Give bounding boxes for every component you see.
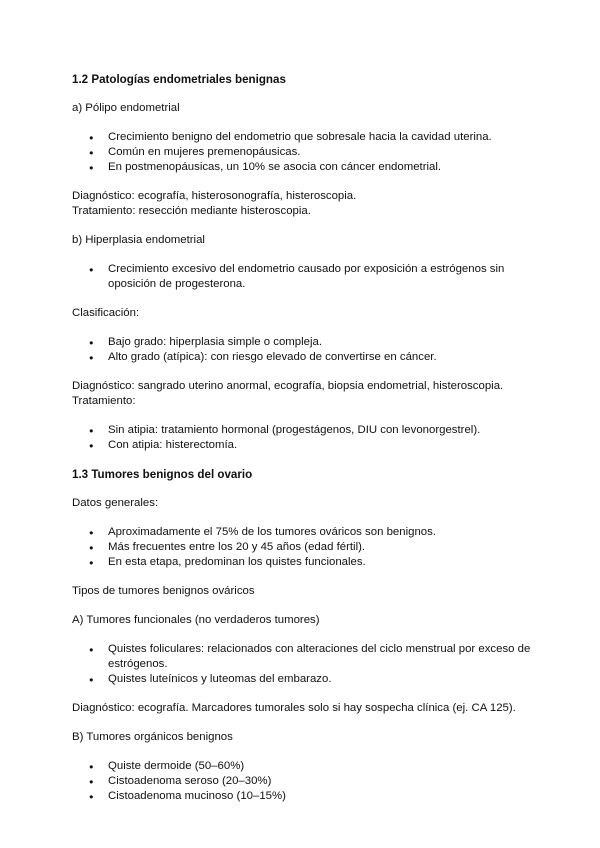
subheading-clasificacion: Clasificación: bbox=[72, 307, 140, 319]
subheading-tumores-funcionales: A) Tumores funcionales (no verdaderos tumores) bbox=[72, 614, 320, 626]
list-item: ● Crecimiento excesivo del endometrio causado por exposición a estrógenos sin oposición de progesterona. bbox=[72, 262, 532, 292]
subheading-polipo: a) Pólipo endometrial bbox=[72, 102, 180, 114]
list-datos-generales bbox=[72, 525, 532, 570]
list-tumores-funcionales bbox=[72, 642, 532, 687]
subheading-tumores-organicos: B) Tumores orgánicos benignos bbox=[72, 731, 233, 743]
list-item: ● Sin atipia: tratamiento hormonal (progestágenos, DIU con levonorgestrel). bbox=[72, 423, 532, 438]
list-item: ● Crecimiento benigno del endometrio que sobresale hacia la cavidad uterina. bbox=[72, 130, 532, 145]
list-item: ● Bajo grado: hiperplasia simple o compleja. bbox=[72, 335, 532, 350]
paragraph-diagnostico-hiperplasia: Diagnóstico: sangrado uterino anormal, ecografía, biopsia endometrial, histeroscopia. bbox=[72, 380, 504, 392]
list-item: ● Más frecuentes entre los 20 y 45 años (edad fértil). bbox=[72, 540, 532, 555]
paragraph-diagnostico-polipo: Diagnóstico: ecografía, histerosonografía, histeroscopia. bbox=[72, 190, 357, 202]
list-item: ● En esta etapa, predominan los quistes funcionales. bbox=[72, 555, 532, 570]
list-hiperplasia bbox=[72, 262, 532, 292]
paragraph-tratamiento-hiperplasia: Tratamiento: bbox=[72, 395, 136, 407]
list-item: ● Quistes foliculares: relacionados con alteraciones del ciclo menstrual por exceso de estrógenos. bbox=[72, 642, 532, 672]
section-heading-1-3: 1.3 Tumores benignos del ovario bbox=[72, 468, 253, 481]
subheading-datos-generales: Datos generales: bbox=[72, 497, 159, 509]
list-item: ● Aproximadamente el 75% de los tumores ováricos son benignos. bbox=[72, 525, 532, 540]
list-item: ● Con atipia: histerectomía. bbox=[72, 438, 532, 453]
list-item: ● Cistoadenoma seroso (20–30%) bbox=[72, 774, 532, 789]
list-item: ● Cistoadenoma mucinoso (10–15%) bbox=[72, 789, 532, 804]
list-tumores-organicos bbox=[72, 759, 532, 804]
paragraph-diagnostico-ovario: Diagnóstico: ecografía. Marcadores tumorales solo si hay sospecha clínica (ej. CA 125). bbox=[72, 702, 516, 714]
list-item: ● Quiste dermoide (50–60%) bbox=[72, 759, 532, 774]
section-heading-1-2: 1.2 Patologías endometriales benignas bbox=[72, 73, 286, 86]
subheading-tipos: Tipos de tumores benignos ováricos bbox=[72, 585, 255, 597]
subheading-hiperplasia: b) Hiperplasia endometrial bbox=[72, 234, 205, 246]
document-content bbox=[72, 72, 532, 804]
list-item: ● En postmenopáusicas, un 10% se asocia con cáncer endometrial. bbox=[72, 160, 532, 175]
list-item: ● Quistes luteínicos y luteomas del embarazo. bbox=[72, 672, 532, 687]
list-polipo bbox=[72, 130, 532, 175]
paragraph-tratamiento-polipo: Tratamiento: resección mediante histeroscopia. bbox=[72, 205, 311, 217]
list-clasificacion bbox=[72, 335, 532, 365]
list-tratamiento bbox=[72, 423, 532, 453]
list-item: ● Común en mujeres premenopáusicas. bbox=[72, 145, 532, 160]
list-item: ● Alto grado (atípica): con riesgo elevado de convertirse en cáncer. bbox=[72, 350, 532, 365]
